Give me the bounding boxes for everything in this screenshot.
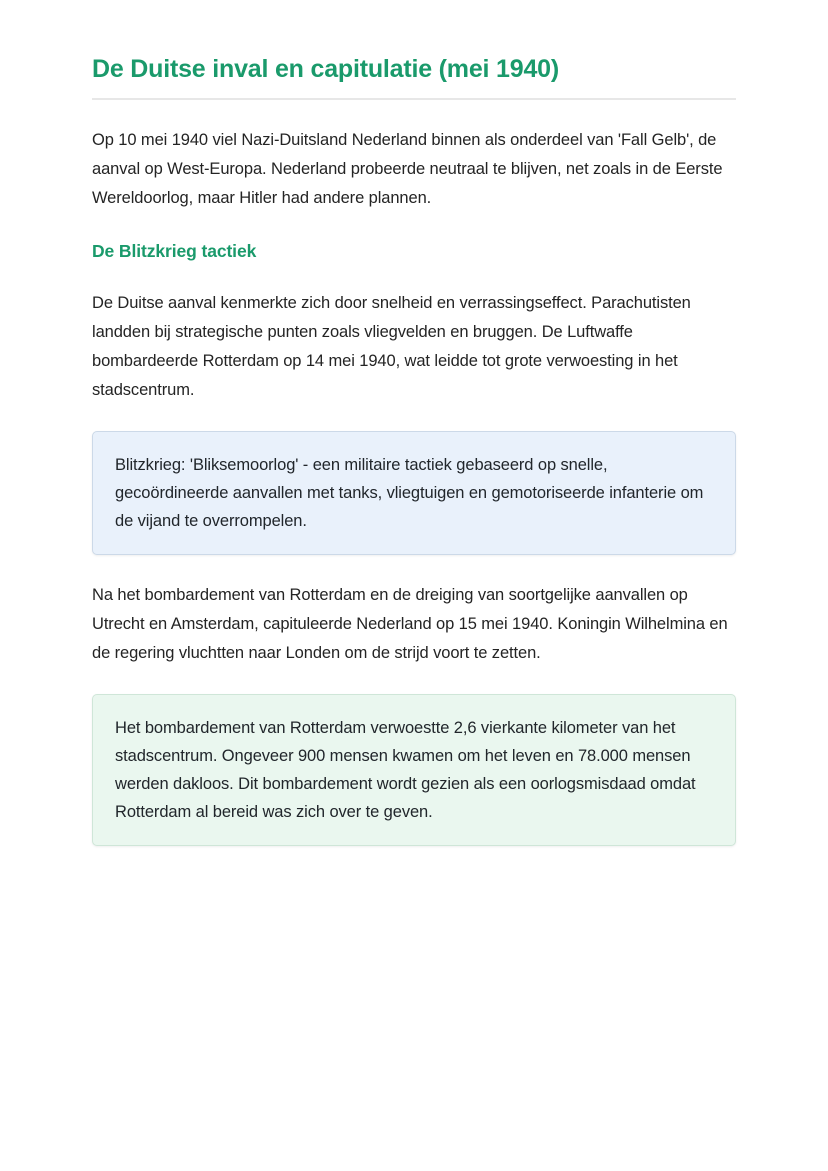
info-callout-definition xyxy=(92,431,736,555)
paragraph-blitzkrieg: De Duitse aanval kenmerkte zich door snelheid en verrassingseffect. Parachutisten landden bij strategische punten zoals vliegvelden en bruggen. De Luftwaffe bombardeerde Rotterdam op 14 mei 1940, wat leidde tot grote verwoesting in het stadscentrum. xyxy=(92,294,691,399)
info-callout-definition-text: Blitzkrieg: 'Bliksemoorlog' - een militaire tactiek gebaseerd op snelle, gecoördineerde aanvallen met tanks, vliegtuigen en gemotoriseerde infanterie om de vijand te overrompelen. xyxy=(115,456,704,530)
article xyxy=(92,0,736,846)
info-callout-fact-text: Het bombardement van Rotterdam verwoestte 2,6 vierkante kilometer van het stadscentrum. Ongeveer 900 mensen kwamen om het leven en 78.000 mensen werden dakloos. Dit bombardement wordt gezien als een oorlogsmisdaad omdat Rotterdam al bereid was zich over te geven. xyxy=(115,719,696,821)
page-title: De Duitse inval en capitulatie (mei 1940) xyxy=(92,55,559,83)
paragraph-intro: Op 10 mei 1940 viel Nazi-Duitsland Nederland binnen als onderdeel van 'Fall Gelb', de aanval op West-Europa. Nederland probeerde neutraal te blijven, net zoals in de Eerste Wereldoorlog, maar Hitler had andere plannen. xyxy=(92,131,723,207)
title-divider xyxy=(92,98,736,100)
paragraph-capitulation: Na het bombardement van Rotterdam en de dreiging van soortgelijke aanvallen op Utrecht en Amsterdam, capituleerde Nederland op 15 mei 1940. Koningin Wilhelmina en de regering vluchtten naar Londen om de strijd voort te zetten. xyxy=(92,586,728,662)
info-callout-fact xyxy=(92,694,736,846)
section-heading-blitzkrieg: De Blitzkrieg tactiek xyxy=(92,241,257,261)
